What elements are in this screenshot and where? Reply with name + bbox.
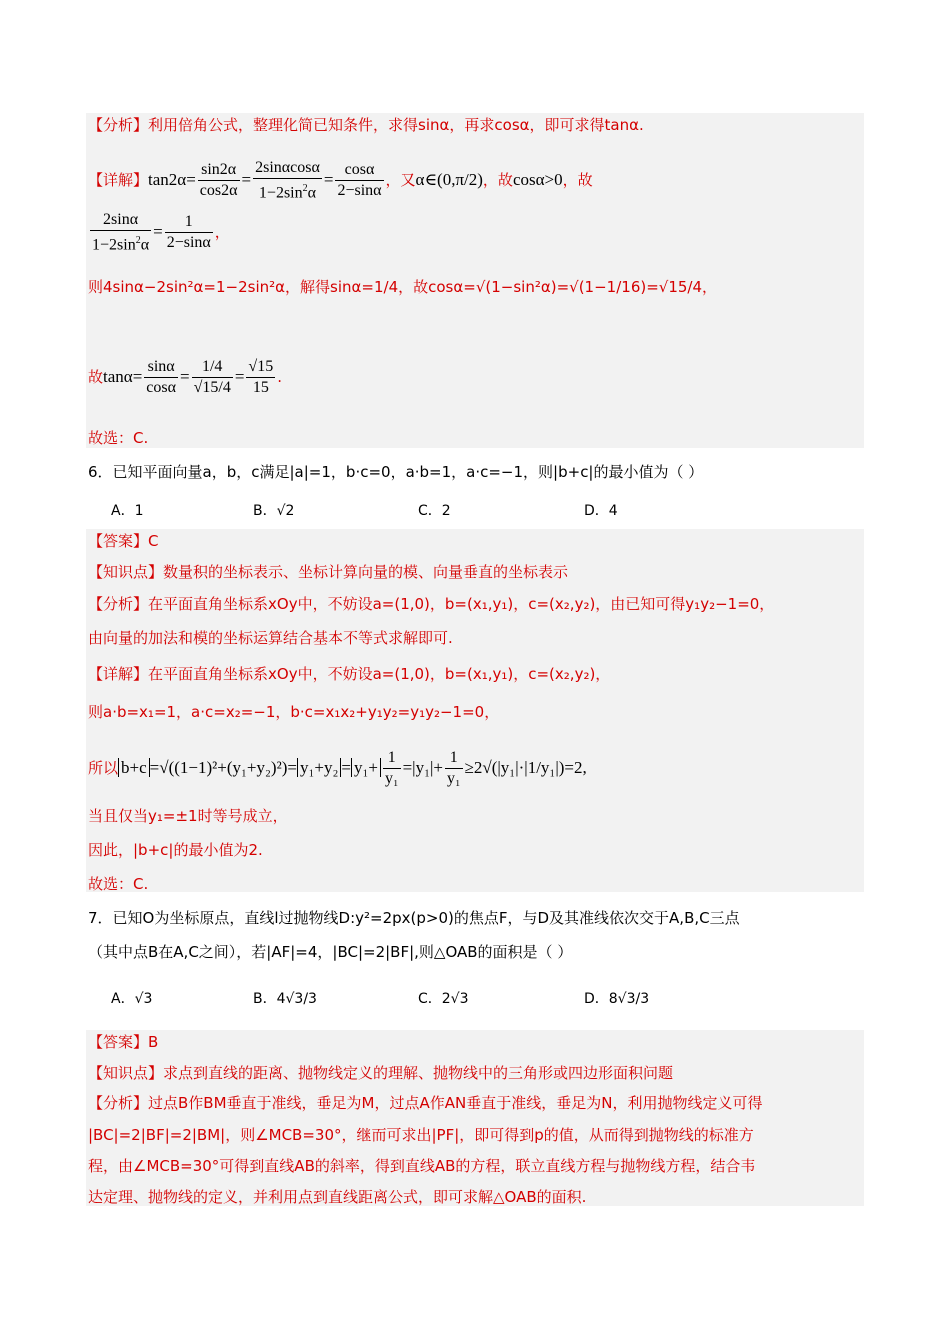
q7-analysis-line3: 程，由∠MCB=30°可得到直线AB的斜率，得到直线AB的方程，联立直线方程与抛物线方程，结合韦 <box>88 1157 756 1175</box>
q7-stem-line1: 7．已知O为坐标原点，直线l过抛物线D:y²=2px(p>0)的焦点F，与D及其准线依次交于A,B,C三点 <box>88 909 740 927</box>
detail-line2-suffix: ， <box>214 223 230 242</box>
q7-option-c[interactable]: C．2√3 <box>418 991 469 1007</box>
q7-option-d[interactable]: D．8√3/3 <box>584 991 650 1007</box>
q6-option-d[interactable]: D．4 <box>584 503 618 519</box>
q5-detail-line3: 则4sinα−2sin²α=1−2sin²α，解得sinα=1/4，故cosα=√(1−sin²α)=√(1−1/16)=√15/4， <box>88 278 718 296</box>
q7-analysis-line2: |BC|=2|BF|=2|BM|，则∠MCB=30°，继而可求出|PF|，即可得到p的值，从而得到抛物线的标准方 <box>88 1126 754 1144</box>
q6-detail-line3: 所以 b+c =√((1−1)²+(y₁+y₂)²)= y₁+y₂ = y₁+ $\frac{1}{\text{y₁}}$ =|y₁|+ $\frac{1}{\text{y₁}}$ ≥2√(|y₁|·|1/y₁|)=2, <box>88 749 587 787</box>
q7-option-a[interactable]: A．√3 <box>111 991 153 1007</box>
q6-option-c[interactable]: C．2 <box>418 503 451 519</box>
analysis-tag: 【分析】 <box>88 595 149 613</box>
q7-solution-block <box>86 1030 864 1206</box>
answer-tag: 【答案】 <box>88 532 149 550</box>
analysis-text: 利用倍角公式，整理化简已知条件，求得sinα，再求cosα，即可求得tanα. <box>148 116 644 134</box>
q7-option-b[interactable]: B．4√3/3 <box>253 991 317 1007</box>
q6-detail-line4: 当且仅当y₁=±1时等号成立， <box>88 807 288 825</box>
q5-analysis <box>88 115 864 135</box>
kp-tag: 【知识点】 <box>88 1064 164 1082</box>
detail-line3-prefix: 所以 <box>88 759 119 777</box>
q5-detail-line1: 【详解】tan2α= $\frac{\sin 2\alpha}{\cos 2\alpha}$ = $\frac{2\sin\alpha\cos\alpha}{1-2\sin^2\alpha}$ = $\frac{\cos\alpha}{2-\sin\alpha}$ ，又α∈(0,π/2)，故cosα>0，故 <box>88 159 593 202</box>
kp-tag: 【知识点】 <box>88 563 164 581</box>
q6-detail-line1 <box>88 664 864 684</box>
q6-analysis-line1 <box>88 594 864 614</box>
q6-detail-line5: 因此，|b+c|的最小值为2. <box>88 841 263 859</box>
q6-option-a[interactable]: A．1 <box>111 503 144 519</box>
q6-answer <box>88 531 864 551</box>
detail-tag: 【详解】 <box>88 665 149 683</box>
analysis-text: 过点B作BM垂直于准线，垂足为M，过点A作AN垂直于准线，垂足为N，利用抛物线定义可得 <box>148 1094 763 1112</box>
detail-tag: 【详解】 <box>88 171 149 190</box>
q7-knowledge-points <box>88 1063 864 1083</box>
q6-stem: 6．已知平面向量a，b，c满足|a|=1，b·c=0，a·b=1，a·c=−1，则|b+c|的最小值为（ ） <box>88 463 704 481</box>
q7-analysis-line4: 达定理、抛物线的定义，并利用点到直线距离公式，即可求解△OAB的面积. <box>88 1188 587 1206</box>
analysis-tag: 【分析】 <box>88 116 149 134</box>
answer-tag: 【答案】 <box>88 1033 149 1051</box>
kp-text: 求点到直线的距离、抛物线定义的理解、抛物线中的三角形或四边形面积问题 <box>163 1064 674 1082</box>
q5-detail-line2: $\frac{2\sin\alpha}{1-2\sin^2\alpha}$ = $\frac{1}{2-\sin\alpha}$ ， <box>92 211 230 254</box>
q6-analysis-line2: 由向量的加法和模的坐标运算结合基本不等式求解即可. <box>88 629 453 647</box>
q7-analysis-line1 <box>88 1093 864 1113</box>
answer-value: C <box>148 532 159 550</box>
detail-line4-prefix: 故 <box>88 368 104 386</box>
q7-stem-line2: （其中点B在A,C之间），若|AF|=4，|BC|=2|BF|,则△OAB的面积是（ ） <box>88 943 573 961</box>
answer-value: B <box>148 1033 159 1051</box>
q6-knowledge-points <box>88 562 864 582</box>
q6-choice: 故选：C. <box>88 875 149 893</box>
analysis-tag: 【分析】 <box>88 1094 149 1112</box>
q6-option-b[interactable]: B．√2 <box>253 503 295 519</box>
q7-answer <box>88 1032 864 1052</box>
q6-detail-line2: 则a·b=x₁=1，a·c=x₂=−1，b·c=x₁x₂+y₁y₂=y₁y₂−1=0， <box>88 703 500 721</box>
detail-text: 在平面直角坐标系xOy中，不妨设a=(1,0)，b=(x₁,y₁)，c=(x₂,y₂)， <box>148 665 611 683</box>
q5-detail-line4: 故tanα= $\frac{\sin\alpha}{\cos\alpha}$ = $\frac{1/4}{√15/4}$ = $\frac{√15}{15}$ . <box>88 358 282 396</box>
kp-text: 数量积的坐标表示、坐标计算向量的模、向量垂直的坐标表示 <box>163 563 569 581</box>
q5-choice: 故选：C. <box>88 429 149 447</box>
analysis-text: 在平面直角坐标系xOy中，不妨设a=(1,0)，b=(x₁,y₁)，c=(x₂,y₂)，由已知可得y₁y₂−1=0， <box>148 595 775 613</box>
